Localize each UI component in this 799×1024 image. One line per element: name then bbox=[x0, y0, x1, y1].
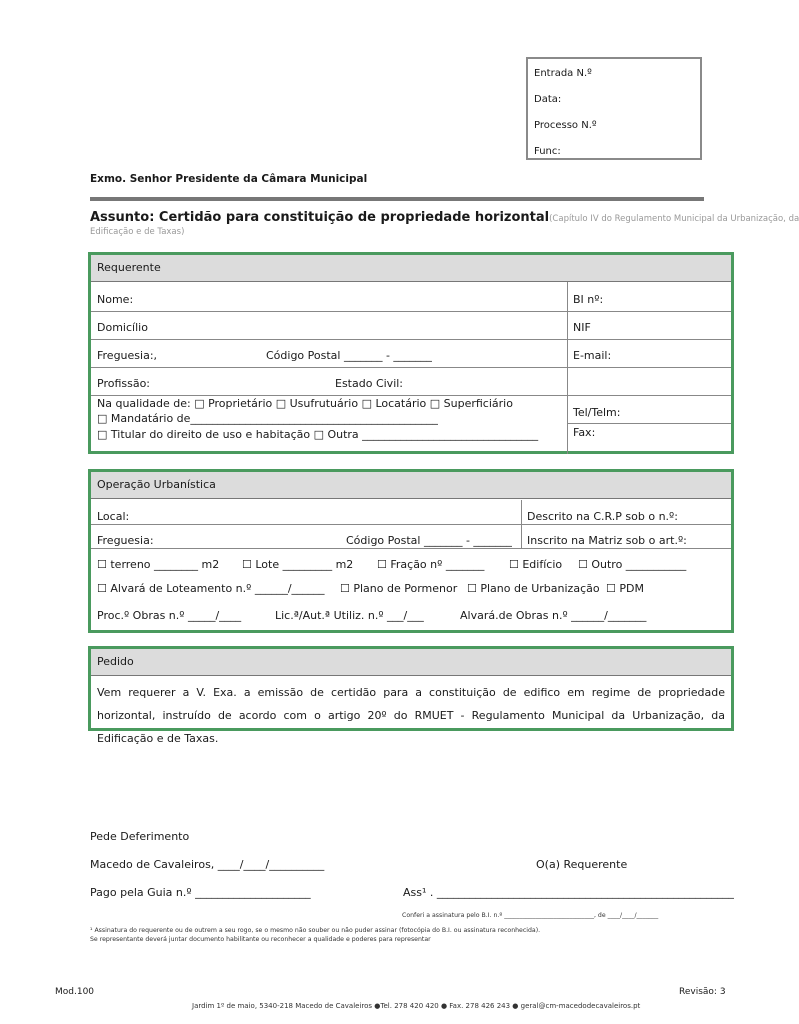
requerente-section bbox=[88, 252, 734, 454]
lic-aut-field[interactable]: Lic.ª/Aut.ª Utiliz. n.º ___/___ bbox=[275, 609, 424, 622]
titular-option[interactable]: □ Titular do direito de uso e habitação □ Outra ________________________________ bbox=[97, 428, 539, 441]
pedido-text: Vem requerer a V. Exa. a emissão de certidão para a constituição de edifico em regime de propriedade horizontal, instruído de acordo com o artigo 20º do RMUET - Regulamento Municipal da Urbanização, da Edificação e de Taxas. bbox=[97, 686, 725, 745]
pedido-section bbox=[88, 646, 734, 745]
pedido-heading: Pedido bbox=[91, 649, 731, 676]
plano-pormenor-checkbox[interactable]: ☐ Plano de Pormenor bbox=[340, 582, 458, 595]
lote-checkbox[interactable]: ☐ Lote _________ m2 bbox=[242, 558, 354, 571]
tel-field[interactable]: Tel/Telm: bbox=[573, 406, 621, 419]
terreno-checkbox[interactable]: ☐ terreno ________ m2 bbox=[97, 558, 220, 571]
processo-label: Processo N.º bbox=[534, 120, 597, 131]
bi-field[interactable]: BI nº: bbox=[573, 293, 604, 306]
entry-registration-box bbox=[526, 57, 702, 160]
pago-guia-field[interactable]: Pago pela Guia n.º _____________________ bbox=[90, 886, 311, 899]
email-field[interactable]: E-mail: bbox=[573, 349, 612, 362]
mandatario-field[interactable]: □ Mandatário de_____________________________________________ bbox=[97, 412, 438, 425]
row-divider bbox=[91, 395, 731, 396]
codigo-postal-field[interactable]: Código Postal _______ - _______ bbox=[266, 349, 432, 362]
codigo-postal-field[interactable]: Código Postal _______ - _______ bbox=[346, 534, 512, 547]
entrada-label: Entrada N.º bbox=[534, 68, 592, 79]
model-number: Mod.100 bbox=[55, 987, 95, 997]
footnote-1: ¹ Assinatura do requerente ou de outrem a seu rogo, se o mesmo não souber ou não puder assinar (fotocópia do B.I. ou assinatura reconhecida). bbox=[90, 927, 541, 934]
subject-text: Assunto: Certidão para constituição de propriedade horizontal bbox=[90, 210, 550, 225]
operacao-heading: Operação Urbanística bbox=[91, 472, 731, 499]
row-divider bbox=[91, 311, 731, 312]
local-field[interactable]: Local: bbox=[97, 510, 130, 523]
edificio-checkbox[interactable]: ☐ Edifício bbox=[509, 558, 563, 571]
crp-field[interactable]: Descrito na C.R.P sob o n.º: bbox=[527, 510, 678, 523]
estado-civil-field[interactable]: Estado Civil: bbox=[335, 377, 404, 390]
qualidade-options[interactable]: Na qualidade de: □ Proprietário □ Usufrutuário □ Locatário □ Superficiário bbox=[97, 397, 513, 410]
alvara-obras-field[interactable]: Alvará.de Obras n.º ______/_______ bbox=[460, 609, 647, 622]
nome-field[interactable]: Nome: bbox=[97, 293, 134, 306]
outro-checkbox[interactable]: ☐ Outro ___________ bbox=[578, 558, 687, 571]
proc-obras-field[interactable]: Proc.º Obras n.º _____/____ bbox=[97, 609, 242, 622]
plano-urbanizacao-checkbox[interactable]: ☐ Plano de Urbanização bbox=[467, 582, 600, 595]
func-label: Func: bbox=[534, 146, 561, 157]
profissao-field[interactable]: Profissão: bbox=[97, 377, 151, 390]
row-divider bbox=[91, 339, 731, 340]
freguesia-field[interactable]: Freguesia: bbox=[97, 534, 154, 547]
pede-deferimento: Pede Deferimento bbox=[90, 830, 190, 843]
data-label: Data: bbox=[534, 94, 562, 105]
nif-field[interactable]: NIF bbox=[573, 321, 591, 334]
header-divider bbox=[90, 197, 704, 201]
addressee: Exmo. Senhor Presidente da Câmara Municipal bbox=[90, 173, 368, 185]
row-divider bbox=[91, 548, 731, 549]
footnote-2: Se representante deverá juntar documento habilitante ou reconhecer a qualidade e poderes para representar bbox=[90, 936, 431, 943]
signature-field[interactable]: Ass¹ . ______________________________________________________ bbox=[403, 886, 734, 899]
row-divider bbox=[91, 367, 731, 368]
alvara-loteamento-checkbox[interactable]: ☐ Alvará de Loteamento n.º ______/______ bbox=[97, 582, 325, 595]
local-data-field[interactable]: Macedo de Cavaleiros, ____/____/__________ bbox=[90, 858, 325, 871]
footer-address: Jardim 1º de maio, 5340-218 Macedo de Cavaleiros ●Tel. 278 420 420 ● Fax. 278 426 243 ● geral@cm-macedodecavaleiros.pt bbox=[192, 1002, 641, 1010]
matriz-field[interactable]: Inscrito na Matriz sob o art.º: bbox=[527, 534, 687, 547]
pdm-checkbox[interactable]: ☐ PDM bbox=[606, 582, 644, 595]
row-divider bbox=[91, 524, 731, 525]
domicilio-field[interactable]: Domicílio bbox=[97, 321, 148, 334]
revision-label: Revisão: 3 bbox=[679, 987, 726, 997]
operacao-section bbox=[88, 469, 734, 633]
requerente-signature-label: O(a) Requerente bbox=[536, 858, 628, 871]
row-divider bbox=[567, 423, 731, 424]
requerente-heading: Requerente bbox=[91, 255, 731, 282]
subject-note: (Capítulo IV do Regulamento Municipal da Urbanização, da bbox=[549, 214, 799, 224]
conferi-line: Conferi a assinatura pelo B.I. n.º _____________________________, de ____/____/_______ bbox=[402, 912, 659, 919]
subject-title bbox=[90, 210, 799, 225]
subject-note-continued: Edificação e de Taxas) bbox=[90, 227, 185, 237]
fracao-checkbox[interactable]: ☐ Fração nº _______ bbox=[377, 558, 485, 571]
fax-field[interactable]: Fax: bbox=[573, 426, 596, 439]
column-divider bbox=[567, 282, 568, 454]
freguesia-field[interactable]: Freguesia:, bbox=[97, 349, 158, 362]
